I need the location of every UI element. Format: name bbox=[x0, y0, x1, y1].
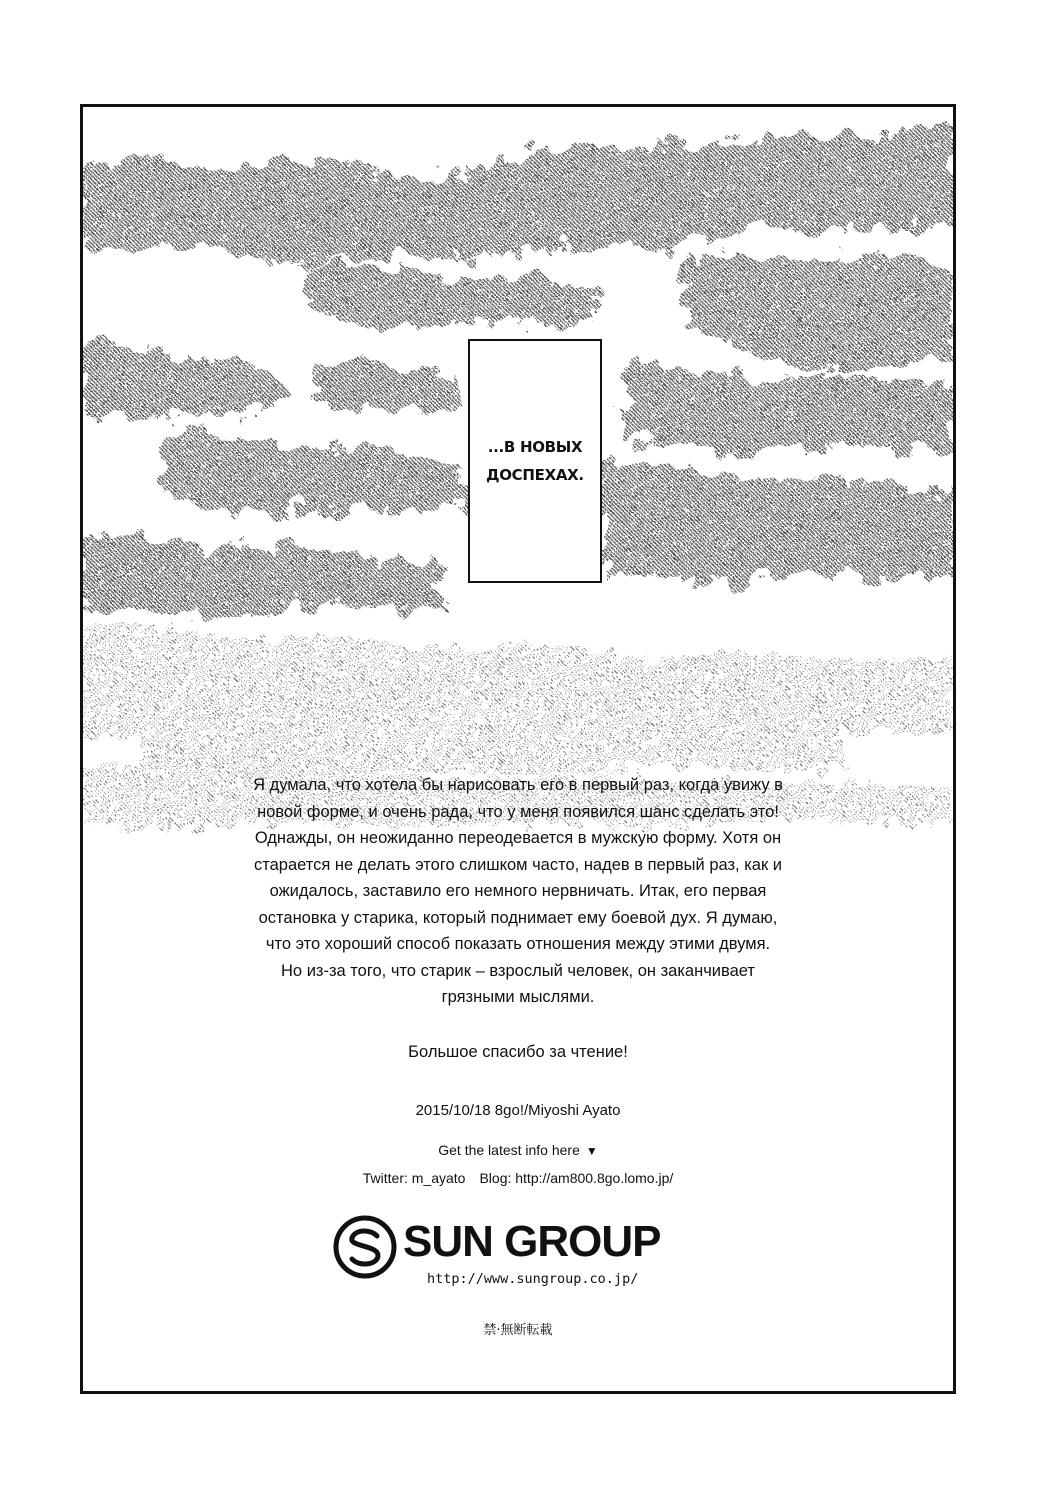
reprint-prohibited-notice: 禁·無断転載 bbox=[483, 1323, 553, 1338]
narration-line: ДОСПЕХАХ. bbox=[486, 466, 584, 484]
latest-info-label: Get the latest info here bbox=[438, 1142, 580, 1158]
afterword-line: Я думала, что хотела бы нарисовать его в первый раз, когда увижу в bbox=[253, 776, 783, 794]
afterword-line: ожидалось, заставило его немного нервничать. Итак, его первая bbox=[269, 882, 767, 900]
publisher-logo bbox=[333, 1215, 723, 1295]
afterword-line: что это хороший способ показать отношения между этими двумя. bbox=[265, 935, 771, 953]
blog-link[interactable]: Blog: http://am800.8go.lomo.jp/ bbox=[479, 1170, 674, 1186]
down-triangle-icon: ▼ bbox=[585, 1144, 598, 1158]
afterword-line: Но из-за того, что старик – взрослый человек, он заканчивает bbox=[281, 961, 755, 980]
narration-box bbox=[468, 339, 602, 583]
twitter-handle: Twitter: m_ayato bbox=[362, 1170, 466, 1186]
narration-line: ...В НОВЫХ bbox=[487, 438, 583, 456]
afterword-line: новой форме, и очень рада, что у меня появился шанс сделать это! bbox=[257, 802, 779, 821]
date-author-credit: 2015/10/18 8go!/Miyoshi Ayato bbox=[415, 1102, 621, 1119]
latest-info-line bbox=[83, 1142, 953, 1158]
afterword-line: остановка у старика, который поднимает ему боевой дух. Я думаю, bbox=[258, 908, 778, 927]
publisher-name: SUN GROUP bbox=[403, 1217, 661, 1266]
afterword-text bbox=[83, 772, 953, 1062]
page-frame bbox=[80, 104, 956, 1394]
afterword-line: Однажды, он неожиданно переодевается в мужскую форму. Хотя он bbox=[254, 829, 782, 847]
afterword-line: старается не делать этого слишком часто, надев в первый раз, как и bbox=[253, 855, 783, 874]
thanks-message: Большое спасибо за чтение! bbox=[408, 1042, 628, 1061]
afterword-line: грязными мыслями. bbox=[441, 988, 595, 1006]
contact-links bbox=[83, 1170, 953, 1186]
sun-group-emblem-icon bbox=[333, 1215, 397, 1279]
publisher-url[interactable]: http://www.sungroup.co.jp/ bbox=[427, 1271, 639, 1287]
